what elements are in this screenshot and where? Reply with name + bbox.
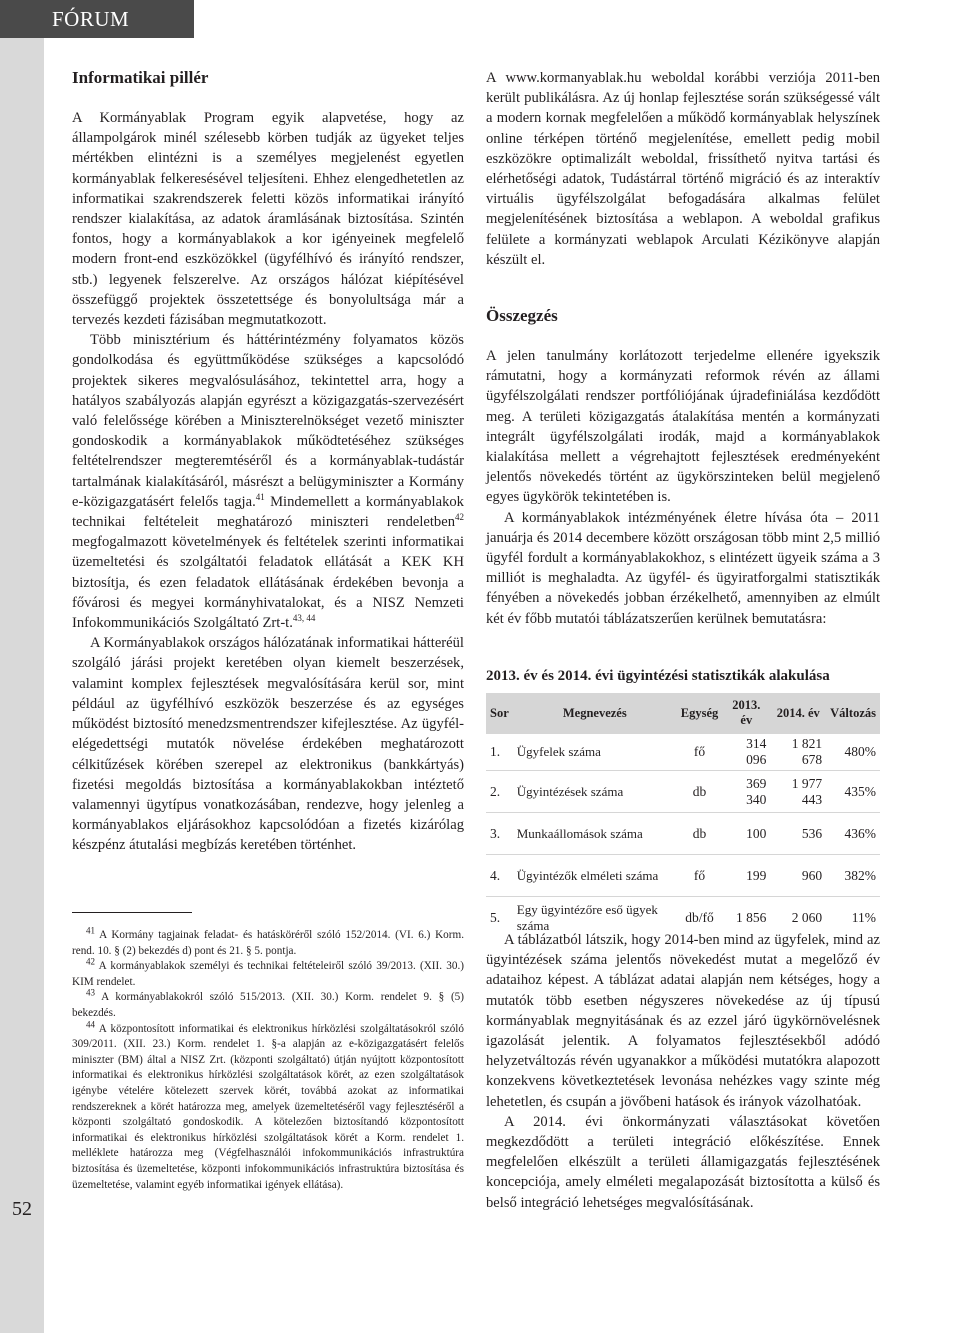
table-cell: Munkaállomások száma — [513, 813, 677, 855]
table-cell: 369 340 — [722, 771, 770, 813]
table-cell: 480% — [826, 734, 880, 771]
right-column-lower — [486, 930, 880, 1213]
paragraph: A Kormányablakok országos hálózatának informatikai hátteréül szolgáló járási projekt keretében olyan kiemelt beszerzések, valamint komplex fejlesztések megvalósítására kerül sor, mint például az ügyfélhívó eszközök beszerzése és az egységes működést biztosító menedzsmentrendszer kifejlesztése. Az ügyfél-elégedettségi mutatók növelése érdekében meghatározott célkitűzések körében szerepel az elektronikus (bankkártyás) fizetési megoldás biztosítása a kormányablakokban intéztető valamennyi ügytípus vonatkozásában, rendezve, hogy jelenleg a kormányablakos eljárásokhoz kapcsolódóan a fizetés kizárólag készpénz átutalási megbízás keretében történhet. — [72, 635, 464, 854]
table-row — [486, 813, 880, 855]
table-cell: 4. — [486, 855, 513, 897]
footnote-rule — [72, 912, 192, 913]
footnotes — [72, 925, 464, 1193]
side-strip — [0, 38, 44, 1333]
table-cell: 435% — [826, 771, 880, 813]
heading-informatikai-piller: Informatikai pillér — [72, 68, 209, 87]
col-header: 2013. év — [722, 693, 770, 734]
table-cell: 2. — [486, 771, 513, 813]
table-cell: 3. — [486, 813, 513, 855]
table-header-row — [486, 693, 880, 734]
footnote: $^{42}$ A kormányablakok személyi és technikai feltételeiről szóló 39/2013. (XII. 30.) KIM rendelet. — [72, 956, 464, 988]
paragraph: A kormányablakok intézményének életre hívása óta – 2011 januárja és 2014 decembere között országosan több mint 2,5 millió ügyfél fordult a kormányablakokhoz, s elintézett ügyeik száma a 3 milliót is meghaladta. Az ügyfél- és ügyiratforgalmi statisztikák fényében a növekedés jobban érzékelhető, amennyiben az elmúlt két év főbb mutatói táblázatszerűen kerülnek bemutatásra: — [486, 509, 880, 627]
col-header: 2014. év — [770, 693, 826, 734]
paragraph: A www.kormanyablak.hu weboldal korábbi verziója 2011-ben került publikálásra. Az új honlap fejlesztése során szükségessé vált a modern kornak megfelelően a működő kormányablak helyszínek online térképen történő megjelenítése, emellett pedig mobil eszközökre optimalizált weboldal, frissíthető nyitva tartási és elérhetőségi adatok, Tudástárral történő migráció és az interaktív virtuális ügyfélszolgálat befogadására alkalmas felület megjelenítésének biztosítása a weblapon. A weboldal grafikus felülete a kormányzati weblapok Arculati Kézikönyve alapján készült el. — [486, 70, 880, 268]
table-cell: fő — [677, 734, 723, 771]
right-column — [486, 68, 880, 629]
table-cell: db — [677, 771, 723, 813]
table-title: 2013. év és 2014. évi ügyintézési statisztikák alakulása — [486, 668, 830, 684]
table-cell: 314 096 — [722, 734, 770, 771]
paragraph: A jelen tanulmány korlátozott terjedelme ellenére igyekszik rámutatni, hogy a kormányzati reformok révén az állami ügyfélszolgálati rendszer portfóliójának újradefiniálása kezdődött meg. A területi közigazgatás átalakítása mentén a kormányzati integrált ügyfélszolgálati irodák, majd a kormányablakok kialakítása mellett a végrehajtott fejlesztések eredményeként jelentős növekedés történt az ügykörszinteken belül megjelenő egyes ügykörök tekintetében is. — [486, 348, 880, 506]
table-cell: fő — [677, 855, 723, 897]
footnote: $^{41}$ A Kormány tagjainak feladat- és hatásköréről szóló 152/2014. (VI. 6.) Korm. rend. 10. § (2) bekezdés d) pont és 21. § 5. pontja. — [72, 925, 464, 957]
stats-table — [486, 693, 880, 938]
col-header: Egység — [677, 693, 723, 734]
table-cell: 1. — [486, 734, 513, 771]
table-cell: 536 — [770, 813, 826, 855]
table-row — [486, 734, 880, 771]
table-cell: 5. — [486, 897, 513, 939]
table-cell: 1 856 — [722, 897, 770, 939]
section-title: FÓRUM — [52, 7, 130, 31]
table-cell: 382% — [826, 855, 880, 897]
table-cell: Ügyintézők elméleti száma — [513, 855, 677, 897]
table-cell: 1 821 678 — [770, 734, 826, 771]
heading-osszegzes: Összegzés — [486, 306, 558, 326]
table-cell: Egy ügyintézőre eső ügyek száma — [513, 897, 677, 939]
table-cell: 436% — [826, 813, 880, 855]
left-column — [72, 68, 464, 856]
table-cell: 100 — [722, 813, 770, 855]
col-header: Megnevezés — [513, 693, 677, 734]
table-cell: db — [677, 813, 723, 855]
table-cell: db/fő — [677, 897, 723, 939]
table-cell: 199 — [722, 855, 770, 897]
paragraph: Több minisztérium és háttérintézmény folyamatos közös gondolkodása és együttműködése szükséges a kapcsolódó projektek sikeres megvalósulásához, tekintettel arra, hogy a hatályos szabályozás alapján egyrészt a közigazgatás-szervezésért való felelőssége körében a Miniszterelnökséget vezető miniszter gondoskodik a kormányablakok működtetéséhez szükséges feltételrendszer megteremtéséről és a kormányablak-tudástár tartalmának kialakításáról, másrészt a belügyminiszter a Kormány e-közigazgatásért felelős tagja.$^{41}$ Mindemellett a kormányablakok technikai feltételeit meghatározó miniszteri rendeletben$^{42}$ megfogalmazott követelmények és feltételek szerinti informatikai üzemeltetési és szolgáltatói feladatok ellátását a KEK KH biztosítja, és ezen feladatok ellátásának érdekében bevonja a fővárosi és megyei kormányhivatalokat, és a NISZ Nemzeti Infokommunikációs Szolgáltató Zrt-t.$^{43, 44}$ — [72, 332, 464, 632]
footnote-ref[interactable]: 43, 44 — [292, 613, 316, 624]
table-cell: Ügyintézések száma — [513, 771, 677, 813]
footnote-ref[interactable]: 41 — [255, 492, 265, 502]
col-header: Sor — [486, 693, 513, 734]
table-cell: 11% — [826, 897, 880, 939]
table-cell: 960 — [770, 855, 826, 897]
section-header-bar — [0, 0, 194, 38]
stats-table-block — [486, 668, 880, 938]
table-row — [486, 855, 880, 897]
col-header: Változás — [826, 693, 880, 734]
footnote-ref[interactable]: 42 — [455, 512, 464, 523]
footnote: $^{44}$ A központosított informatikai és elektronikus hírközlési szolgáltatásokról szóló 309/2011. (XII. 23.) Korm. rendelet 1. §-a alapján az e-közigazgatásért felelős miniszter (BM) által a NISZ Zrt. (központi szolgáltató) útján nyújtott központosított informatikai és elektronikus hírközlési szolgáltatások körét, az ezen szolgáltatások igénybe vételére kötelezett szervek körét, továbbá azokat az informatikai rendszereknek a körét határozza meg, amelyek üzemeltetéséről vagy fejlesztéséről a központi szolgáltató gondoskodik. A kötelezően biztosítandó központosított informatikai és elektronikus hírközlési szolgáltatások körét a Korm. rendelet 1. melléklete határozza meg (Végfelhasználói infokommunikációs infrastruktúra biztosítása és üzemeltetése, központi infokommunikációs infrastruktúra biztosítása és üzemeltetése, valamint egyéb informatikai igények ellátása). — [72, 1018, 464, 1191]
paragraph: A Kormányablak Program egyik alapvetése, hogy az állampolgárok minél szélesebb körben tudják az ügyeket teljes mértékben elintézni is a személyes megjelenést egyetlen kormányablak felkeresésével teljesíteni. Ehhez elengedhetetlen az informatikai szakrendszerek feletti közös informatikai irányító rendszer kialakítása, az adatok áramlásának biztosítása. Szintén fontos, hogy a kormányablakok a kor igényeinek megfelelő modern front-end eszközökkel (ügyfélhívó és irányító rendszer, stb.) legyenek felszerelve. Az országos hálózat kiépítésével összefüggő projektek összetettsége és bonyolultsága már a tervezés kezdeti fázisában megmutatkozott. — [72, 110, 464, 329]
footnote: $^{43}$ A kormányablakokról szóló 515/2013. (XII. 30.) Korm. rendelet 9. § (5) bekezdés. — [72, 987, 464, 1019]
paragraph: A táblázatból látszik, hogy 2014-ben mind az ügyfelek, mind az ügyintézések száma jelentős növekedést mutat a megelőző év adataihoz képest. A táblázat adatai alapján nem kétséges, hogy a mutatók több esetben négyszeres növekedése az új típusú kormányablak megnyitásának és az ezzel járó ügykörnövelésnek igazolását jelentik. A folyamatos fejlesztésekből adódó helyzetváltozás révén ugyanakkor a működési mutatókra alapozott konzekvens következtetések levonása nehézkes vagy szinte még lehetetlen, és csupán a jövőbeni hatások és irányok vázolhatóak. — [486, 932, 880, 1110]
table-row — [486, 771, 880, 813]
page-number: 52 — [12, 1198, 32, 1220]
table-cell: 1 977 443 — [770, 771, 826, 813]
paragraph: A 2014. évi önkormányzati választásokat követően megkezdődött a területi integráció előkészítése. Ennek megfelelően elkészült a területi államigazgatás fejlesztésének koncepciója, amely elméleti megalapozását biztosította a külső és belső integráció lehetséges megvalósításának. — [486, 1113, 880, 1211]
table-cell: 2 060 — [770, 897, 826, 939]
table-cell: Ügyfelek száma — [513, 734, 677, 771]
